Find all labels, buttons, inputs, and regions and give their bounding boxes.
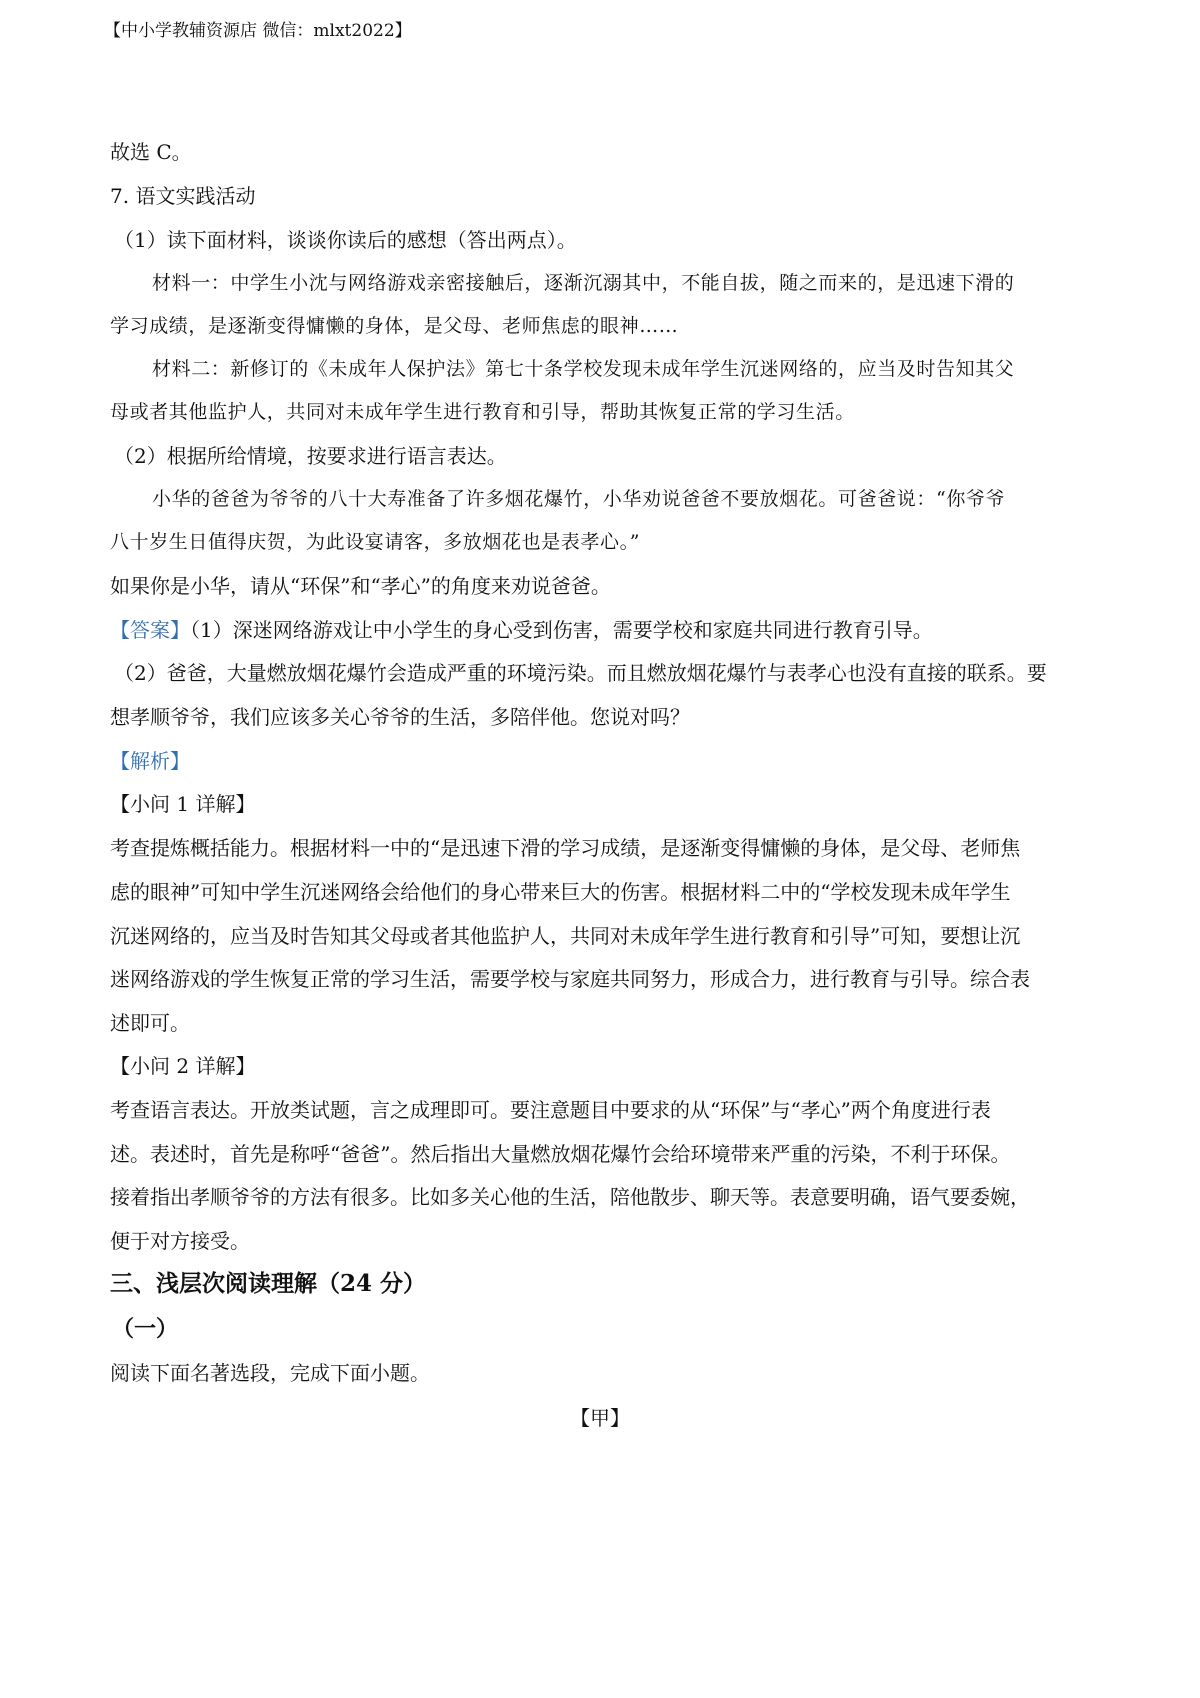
- answer-part1-line: [110, 615, 1100, 645]
- analysis-sub1-line: 考查提炼概括能力。根据材料一中的“是迅速下滑的学习成绩，是逐渐变得慵懒的身体，是父母、老师焦: [110, 836, 1021, 860]
- scenario-line2: 八十岁生日值得庆贺，为此设宴请客，多放烟花也是表孝心。”: [110, 531, 641, 553]
- analysis-label: 【解析】: [110, 749, 190, 773]
- material2-line1: 材料二：新修订的《未成年人保护法》第七十条学校发现未成年学生沉迷网络的，应当及时告知其父: [152, 358, 1015, 380]
- analysis-sub1-line: 述即可。: [110, 1011, 190, 1035]
- passage-label-jia: 【甲】: [570, 1406, 630, 1430]
- analysis-sub2-line: 便于对方接受。: [110, 1229, 250, 1253]
- scenario-task: 如果你是小华，请从“环保”和“孝心”的角度来劝说爸爸。: [110, 574, 611, 598]
- question-7-part1-prompt: （1）读下面材料，谈谈你读后的感想（答出两点）。: [114, 228, 577, 252]
- section-3-heading: 三、浅层次阅读理解（24 分）: [110, 1270, 427, 1297]
- material2-line2: 母或者其他监护人，共同对未成年学生进行教育和引导，帮助其恢复正常的学习生活。: [110, 401, 855, 423]
- material1-line1: 材料一：中学生小沈与网络游戏亲密接触后，逐渐沉溺其中，不能自拔，随之而来的，是迅速下滑的: [152, 272, 1015, 294]
- analysis-sub1-title: 【小问 1 详解】: [110, 792, 256, 816]
- answer-label: 【答案】: [110, 618, 190, 642]
- previous-answer-line: 故选 C。: [110, 140, 192, 164]
- answer-part2-line1: （2）爸爸，大量燃放烟花爆竹会造成严重的环境污染。而且燃放烟花爆竹与表孝心也没有直接的联系。要: [114, 661, 1047, 685]
- analysis-sub1-line: 虑的眼神”可知中学生沉迷网络会给他们的身心带来巨大的伤害。根据材料二中的“学校发现未成年学生: [110, 880, 1011, 904]
- analysis-sub2-line: 考查语言表达。开放类试题，言之成理即可。要注意题目中要求的从“环保”与“孝心”两个角度进行表: [110, 1098, 991, 1122]
- section-3-subheading: （一）: [112, 1316, 179, 1342]
- analysis-sub2-line: 接着指出孝顺爷爷的方法有很多。比如多关心他的生活，陪他散步、聊天等。表意要明确，语气要委婉，: [110, 1185, 1030, 1209]
- answer-part2-line2: 想孝顺爷爷，我们应该多关心爷爷的生活，多陪伴他。您说对吗？: [110, 705, 690, 729]
- analysis-sub2-line: 述。表述时，首先是称呼“爸爸”。然后指出大量燃放烟花爆竹会给环境带来严重的污染，不利于环保。: [110, 1142, 1011, 1166]
- scenario-line1: 小华的爸爸为爷爷的八十大寿准备了许多烟花爆竹，小华劝说爸爸不要放烟花。可爸爸说：“你爷爷: [152, 488, 1006, 510]
- question-7-title: 7. 语文实践活动: [110, 184, 256, 208]
- answer-part1-text: （1）深迷网络游戏让中小学生的身心受到伤害，需要学校和家庭共同进行教育引导。: [190, 618, 933, 642]
- analysis-sub2-title: 【小问 2 详解】: [110, 1054, 256, 1078]
- analysis-sub1-line: 沉迷网络的，应当及时告知其父母或者其他监护人，共同对未成年学生进行教育和引导”可知，要想让沉: [110, 924, 1021, 948]
- section-3-instruction: 阅读下面名著选段，完成下面小题。: [110, 1361, 430, 1385]
- material1-line2: 学习成绩，是逐渐变得慵懒的身体，是父母、老师焦虑的眼神……: [110, 315, 679, 337]
- question-7-part2-prompt: （2）根据所给情境，按要求进行语言表达。: [114, 444, 507, 468]
- analysis-sub1-line: 迷网络游戏的学生恢复正常的学习生活，需要学校与家庭共同努力，形成合力，进行教育与引导。综合表: [110, 967, 1030, 991]
- page-header-watermark: 【中小学教辅资源店 微信：mlxt2022】: [104, 21, 412, 41]
